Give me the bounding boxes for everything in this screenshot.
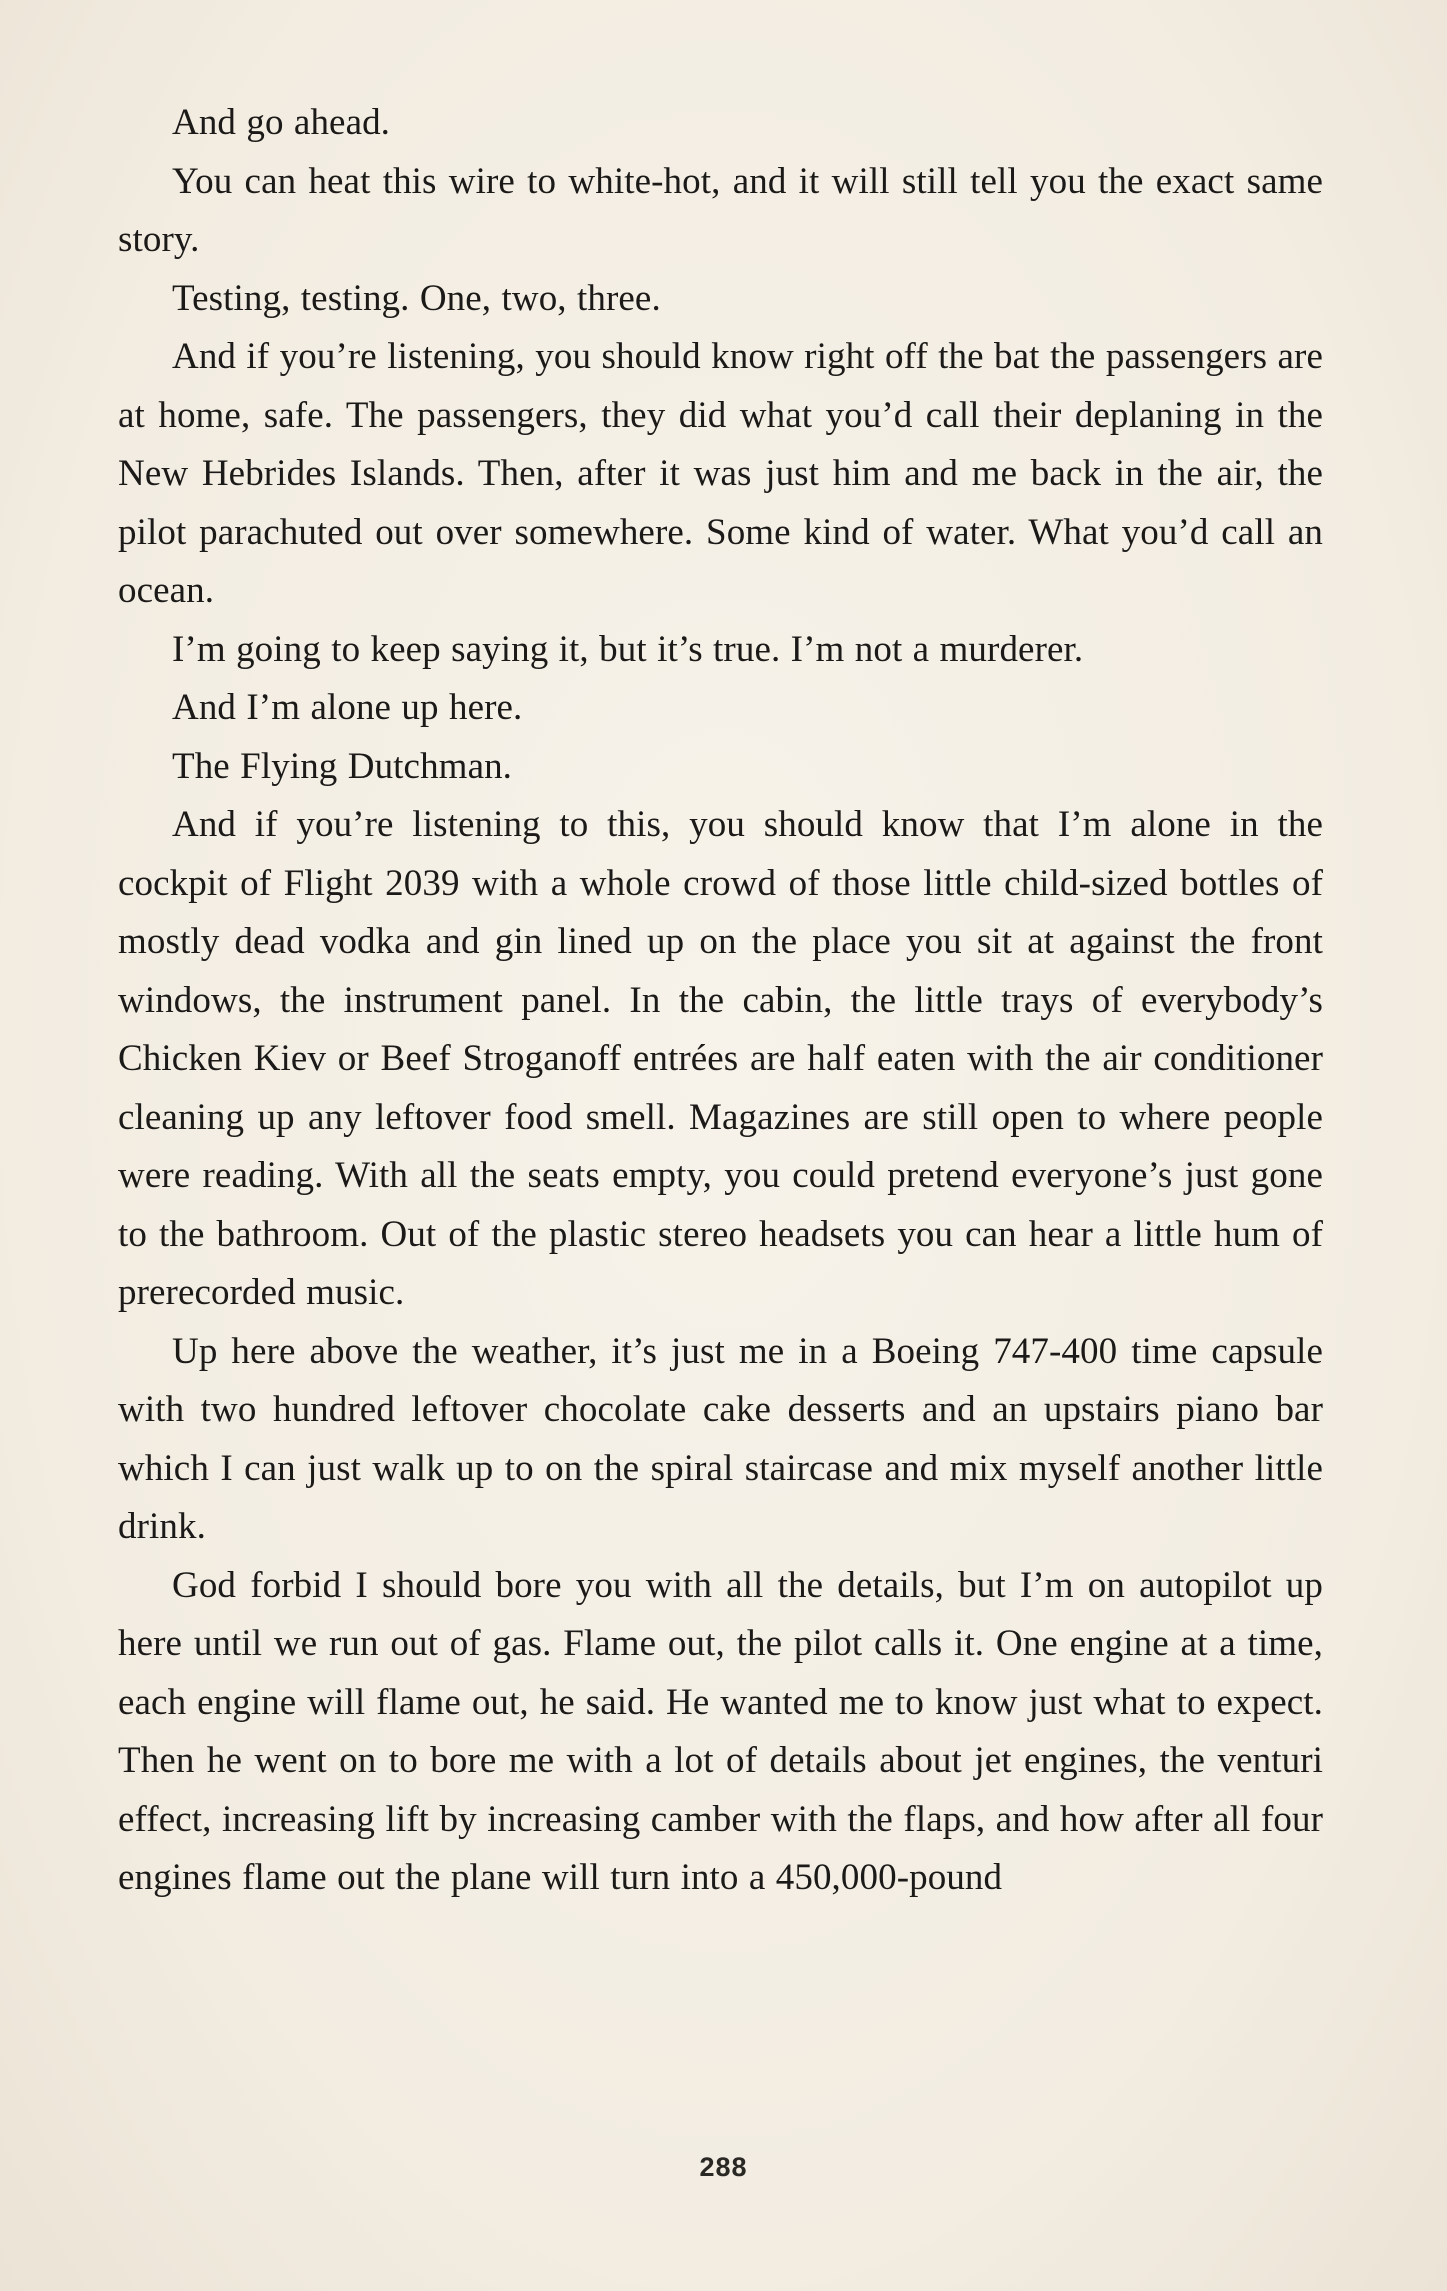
paragraph: And I’m alone up here. (172, 687, 523, 728)
paragraph: Testing, testing. One, two, three. (172, 277, 661, 319)
paragraph: I’m going to keep saying it, but it’s true. I’m not a murderer. (172, 628, 1084, 670)
body-text (118, 94, 1323, 1908)
paragraph: And go ahead. (172, 102, 391, 143)
paragraph: The Flying Dutchman. (172, 745, 513, 787)
paragraph: You can heat this wire to white-hot, and it will still tell you the exact same story. (118, 160, 1323, 260)
page-number: 288 (699, 2152, 748, 2182)
paragraph: Up here above the weather, it’s just me in a Boeing 747-400 time capsule with two hundred leftover chocolate cake desserts and an upstairs piano bar which I can just walk up to on the spiral staircase and mix myself another little drink. (118, 1330, 1323, 1547)
paragraph: God forbid I should bore you with all the details, but I’m on autopilot up here until we run out of gas. Flame out, the pilot calls it. One engine at a time, each engine will flame out, he said. He wanted me to know just what to expect. Then he went on to bore me with a lot of details about jet engines, the venturi effect, increasing lift by increasing camber with the flaps, and how after all four engines flame out the plane will turn into a 450,000-pound (118, 1564, 1323, 1898)
paragraph: And if you’re listening, you should know right off the bat the passengers are at home, safe. The passengers, they did what you’d call their deplaning in the New Hebrides Islands. Then, after it was just him and me back in the air, the pilot parachuted out over somewhere. Some kind of water. What you’d call an ocean. (118, 336, 1323, 611)
paragraph: And if you’re listening to this, you should know that I’m alone in the cockpit of Flight 2039 with a whole crowd of those little child-sized bottles of mostly dead vodka and gin lined up on the place you sit at against the front windows, the instrument panel. In the cabin, the little trays of everybody’s Chicken Kiev or Beef Stroganoff entrées are half eaten with the air conditioner cleaning up any leftover food smell. Magazines are still open to where people were reading. With all the seats empty, you could pretend everyone’s just gone to the bathroom. Out of the plastic stereo headsets you can hear a little hum of prerecorded music. (118, 804, 1323, 1313)
